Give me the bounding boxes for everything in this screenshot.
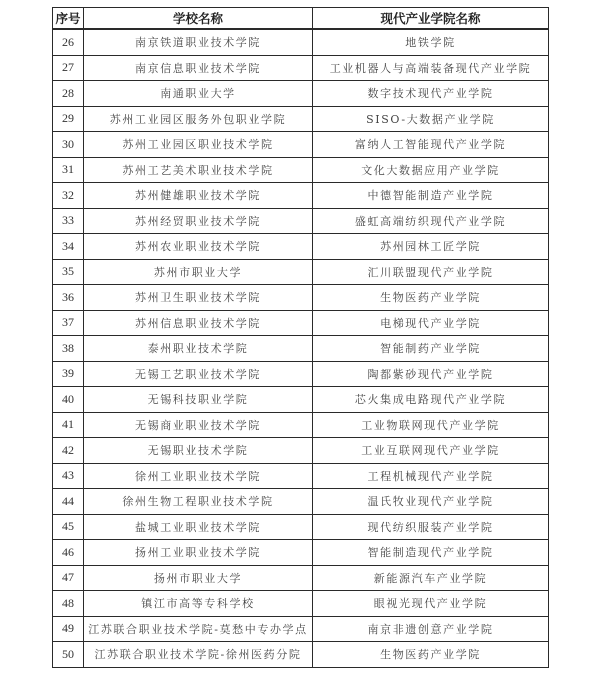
- serial-number-cell: 49: [53, 616, 84, 642]
- serial-number-cell: 46: [53, 540, 84, 566]
- serial-number-cell: 37: [53, 310, 84, 336]
- school-name-cell: 镇江市高等专科学校: [84, 591, 313, 617]
- serial-number-cell: 47: [53, 565, 84, 591]
- school-name-cell: 盐城工业职业技术学院: [84, 514, 313, 540]
- header-school-name: 学校名称: [84, 8, 313, 30]
- school-name-cell: 江苏联合职业技术学院-莫愁中专办学点: [84, 616, 313, 642]
- table-row: [53, 208, 549, 234]
- college-name-cell: 陶都紫砂现代产业学院: [313, 361, 549, 387]
- serial-number-cell: 26: [53, 29, 84, 55]
- school-name-cell: 无锡科技职业学院: [84, 387, 313, 413]
- school-name-cell: 徐州工业职业技术学院: [84, 463, 313, 489]
- header-college-name: 现代产业学院名称: [313, 8, 549, 30]
- school-name-cell: 苏州经贸职业技术学院: [84, 208, 313, 234]
- school-name-cell: 苏州市职业大学: [84, 259, 313, 285]
- table-row: [53, 157, 549, 183]
- table-row: [53, 616, 549, 642]
- serial-number-cell: 31: [53, 157, 84, 183]
- school-name-cell: 南京铁道职业技术学院: [84, 29, 313, 55]
- school-name-cell: 南通职业大学: [84, 81, 313, 107]
- college-name-cell: 现代纺织服装产业学院: [313, 514, 549, 540]
- school-name-cell: 南京信息职业技术学院: [84, 55, 313, 81]
- school-name-cell: 苏州卫生职业技术学院: [84, 285, 313, 311]
- college-name-cell: 芯火集成电路现代产业学院: [313, 387, 549, 413]
- serial-number-cell: 32: [53, 183, 84, 209]
- college-name-cell: 数字技术现代产业学院: [313, 81, 549, 107]
- table-row: [53, 591, 549, 617]
- school-name-cell: 苏州健雄职业技术学院: [84, 183, 313, 209]
- serial-number-cell: 35: [53, 259, 84, 285]
- table-row: [53, 259, 549, 285]
- school-name-cell: 无锡商业职业技术学院: [84, 412, 313, 438]
- college-name-cell: 汇川联盟现代产业学院: [313, 259, 549, 285]
- serial-number-cell: 41: [53, 412, 84, 438]
- college-name-cell: 南京非遗创意产业学院: [313, 616, 549, 642]
- table-row: [53, 183, 549, 209]
- serial-number-cell: 33: [53, 208, 84, 234]
- school-name-cell: 江苏联合职业技术学院-徐州医药分院: [84, 642, 313, 668]
- school-name-cell: 泰州职业技术学院: [84, 336, 313, 362]
- college-name-cell: 眼视光现代产业学院: [313, 591, 549, 617]
- table-row: [53, 81, 549, 107]
- table-row: [53, 55, 549, 81]
- serial-number-cell: 27: [53, 55, 84, 81]
- serial-number-cell: 48: [53, 591, 84, 617]
- college-name-cell: 电梯现代产业学院: [313, 310, 549, 336]
- table-header-row: [53, 8, 549, 30]
- college-name-cell: 盛虹高端纺织现代产业学院: [313, 208, 549, 234]
- serial-number-cell: 30: [53, 132, 84, 158]
- table-row: [53, 489, 549, 515]
- table-row: [53, 132, 549, 158]
- college-name-cell: 富纳人工智能现代产业学院: [313, 132, 549, 158]
- college-name-cell: 工程机械现代产业学院: [313, 463, 549, 489]
- college-name-cell: 地铁学院: [313, 29, 549, 55]
- serial-number-cell: 38: [53, 336, 84, 362]
- college-name-cell: 生物医药产业学院: [313, 285, 549, 311]
- table-row: [53, 514, 549, 540]
- serial-number-cell: 40: [53, 387, 84, 413]
- college-name-cell: 文化大数据应用产业学院: [313, 157, 549, 183]
- college-name-cell: 工业机器人与高端装备现代产业学院: [313, 55, 549, 81]
- school-name-cell: 扬州市职业大学: [84, 565, 313, 591]
- school-name-cell: 苏州农业职业技术学院: [84, 234, 313, 260]
- table-body: [53, 29, 549, 667]
- serial-number-cell: 42: [53, 438, 84, 464]
- modern-industry-college-table: [52, 7, 549, 668]
- serial-number-cell: 39: [53, 361, 84, 387]
- table-row: [53, 438, 549, 464]
- table-row: [53, 463, 549, 489]
- school-name-cell: 苏州工业园区服务外包职业学院: [84, 106, 313, 132]
- serial-number-cell: 28: [53, 81, 84, 107]
- school-name-cell: 苏州信息职业技术学院: [84, 310, 313, 336]
- school-name-cell: 扬州工业职业技术学院: [84, 540, 313, 566]
- table-row: [53, 412, 549, 438]
- serial-number-cell: 34: [53, 234, 84, 260]
- table-row: [53, 234, 549, 260]
- college-name-cell: 工业互联网现代产业学院: [313, 438, 549, 464]
- table-row: [53, 285, 549, 311]
- college-name-cell: 生物医药产业学院: [313, 642, 549, 668]
- serial-number-cell: 43: [53, 463, 84, 489]
- college-name-cell: 温氏牧业现代产业学院: [313, 489, 549, 515]
- school-name-cell: 无锡职业技术学院: [84, 438, 313, 464]
- serial-number-cell: 45: [53, 514, 84, 540]
- table-row: [53, 540, 549, 566]
- table-row: [53, 29, 549, 55]
- table-row: [53, 387, 549, 413]
- college-name-cell: 苏州园林工匠学院: [313, 234, 549, 260]
- college-name-cell: SISO-大数据产业学院: [313, 106, 549, 132]
- serial-number-cell: 36: [53, 285, 84, 311]
- serial-number-cell: 29: [53, 106, 84, 132]
- table-row: [53, 361, 549, 387]
- table-row: [53, 565, 549, 591]
- header-serial-number: 序号: [53, 8, 84, 30]
- serial-number-cell: 50: [53, 642, 84, 668]
- table-row: [53, 106, 549, 132]
- college-name-cell: 智能制药产业学院: [313, 336, 549, 362]
- school-name-cell: 徐州生物工程职业技术学院: [84, 489, 313, 515]
- serial-number-cell: 44: [53, 489, 84, 515]
- school-name-cell: 苏州工艺美术职业技术学院: [84, 157, 313, 183]
- school-name-cell: 苏州工业园区职业技术学院: [84, 132, 313, 158]
- modern-industry-college-table-container: [52, 7, 548, 668]
- table-row: [53, 336, 549, 362]
- college-name-cell: 新能源汽车产业学院: [313, 565, 549, 591]
- college-name-cell: 工业物联网现代产业学院: [313, 412, 549, 438]
- college-name-cell: 中德智能制造产业学院: [313, 183, 549, 209]
- table-row: [53, 642, 549, 668]
- table-row: [53, 310, 549, 336]
- school-name-cell: 无锡工艺职业技术学院: [84, 361, 313, 387]
- college-name-cell: 智能制造现代产业学院: [313, 540, 549, 566]
